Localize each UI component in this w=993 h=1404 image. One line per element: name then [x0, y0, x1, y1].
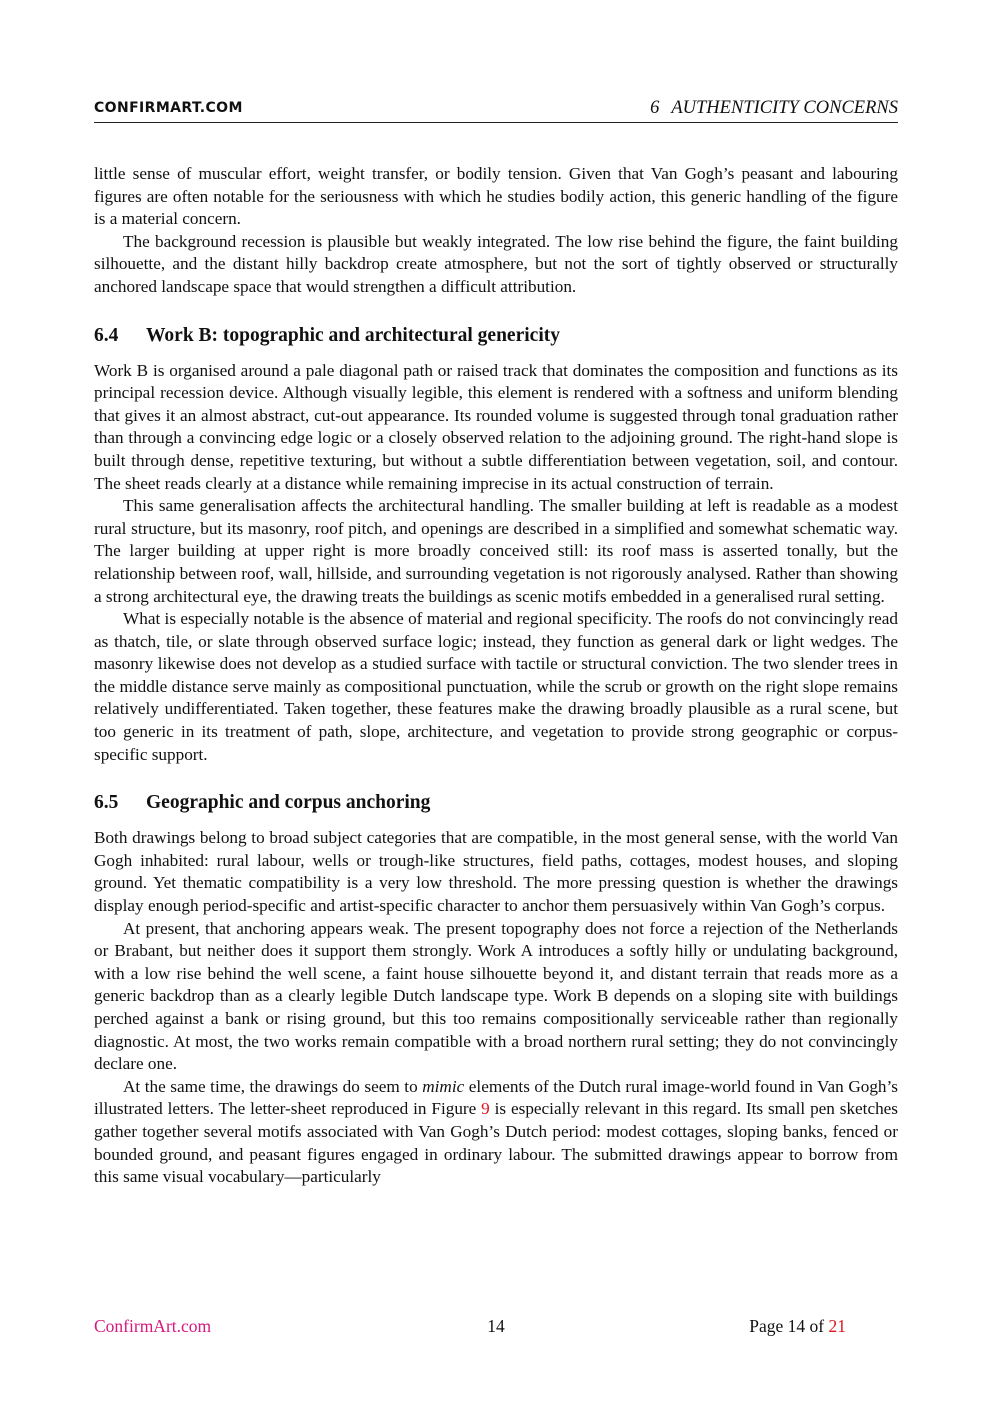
figure-reference-link[interactable]: 9 — [481, 1099, 490, 1119]
emphasis-text: mimic — [422, 1076, 465, 1096]
text-run: is especially relevant in this regard. Its small pen sketches gather together several motifs associated with Van Gogh’s Dutch period: modest cottages, sloping banks, fenced or bounded ground, and peasant figures engaged in ordinary labour. The submitted drawings appear to borrow from this same visual vocabulary—particularly — [94, 1099, 898, 1187]
section-heading-6-5 — [94, 791, 898, 815]
text-run: elements of the Dutch rural image-world found in Van Gogh’s illustrated letters. The letter-sheet reproduced in Figure — [94, 1076, 898, 1119]
main-content — [94, 163, 898, 1189]
header-section-title — [650, 98, 898, 119]
footer-site-link[interactable]: ConfirmArt.com — [94, 1316, 212, 1336]
paragraph: This same generalisation affects the architectural handling. The smaller building at left is readable as a modest rural structure, but its masonry, roof pitch, and openings are described in a simplified and somewhat schematic way. The larger building at upper right is more broadly conceived still: its roof mass is asserted tonally, but the relationship between roof, wall, hillside, and surrounding vegetation is not rigorously analysed. Rather than showing a strong architectural eye, the drawing treats the buildings as scenic motifs embedded in a generalised rural setting. — [94, 496, 898, 606]
paragraph: At present, that anchoring appears weak. The present topography does not force a rejection of the Netherlands or Brabant, but neither does it support them strongly. Work A introduces a softly hilly or undulating background, with a low rise behind the well scene, a faint house silhouette beyond it, and distant terrain that reads more as a generic backdrop than as a clearly legible Dutch landscape type. Work B depends on a sloping site with buildings perched against a bank or rising ground, but this too remains compositionally serviceable rather than regionally diagnostic. At most, the two works remain compatible with a broad northern rural setting; they do not convincingly declare one. — [94, 918, 898, 1074]
paragraph: Both drawings belong to broad subject categories that are compatible, in the most general sense, with the world Van Gogh inhabited: rural labour, wells or trough-like structures, field paths, cottages, modest houses, and sloping ground. Yet thematic compatibility is a very low threshold. The more pressing question is whether the drawings display enough period-specific and artist-specific character to anchor them persuasively within Van Gogh’s corpus. — [94, 828, 898, 916]
running-header — [94, 98, 898, 123]
confirmart-logo: CONFIRMART.COM — [94, 100, 243, 116]
header-section-name: AUTHENTICITY CONCERNS — [671, 98, 898, 118]
section-title: Work B: topographic and architectural genericity — [146, 324, 560, 346]
page-footer — [94, 1316, 898, 1340]
section-number: 6.5 — [94, 792, 119, 814]
footer-page-number: 14 — [487, 1316, 505, 1336]
footer-page-count — [749, 1316, 846, 1337]
paragraph: The background recession is plausible but weakly integrated. The low rise behind the figure, the faint building silhouette, and the distant hilly backdrop create atmosphere, but not the sort of tightly observed or structurally anchored landscape space that would strengthen a difficult attribution. — [94, 231, 898, 296]
section-title: Geographic and corpus anchoring — [146, 792, 431, 814]
paragraph — [94, 1076, 898, 1189]
footer-page-label: Page 14 of — [749, 1316, 829, 1336]
header-section-number: 6 — [650, 98, 660, 118]
footer-total-pages-link[interactable]: 21 — [828, 1316, 846, 1336]
section-heading-6-4 — [94, 324, 898, 348]
section-number: 6.4 — [94, 324, 119, 346]
paragraph: Work B is organised around a pale diagonal path or raised track that dominates the composition and functions as its principal recession device. Although visually legible, this element is rendered with a softness and uniform blending that gives it an almost abstract, cut-out appearance. Its rounded volume is suggested through tonal graduation rather than through a convincing edge logic or a closely observed relation to the adjoining ground. The right-hand slope is built through dense, repetitive texturing, but without a subtle differentiation between vegetation, soil, and contour. The sheet reads clearly at a distance while remaining imprecise in its actual construction of terrain. — [94, 360, 898, 493]
paragraph: little sense of muscular effort, weight transfer, or bodily tension. Given that Van Gogh’s peasant and labouring figures are often notable for the seriousness with which he studies bodily action, this generic handling of the figure is a material concern. — [94, 164, 898, 229]
text-run: At the same time, the drawings do seem to — [123, 1076, 423, 1096]
paragraph: What is especially notable is the absence of material and regional specificity. The roofs do not convincingly read as thatch, tile, or slate through observed surface logic; instead, they function as general dark or light wedges. The masonry likewise does not develop as a studied surface with tactile or structural conviction. The two slender trees in the middle distance serve mainly as compositional punctuation, while the scrub or growth on the right slope remains relatively undifferentiated. Taken together, these features make the drawing broadly plausible as a rural scene, but too generic in its treatment of path, slope, architecture, and vegetation to provide strong geographic or corpus-specific support. — [94, 609, 898, 764]
